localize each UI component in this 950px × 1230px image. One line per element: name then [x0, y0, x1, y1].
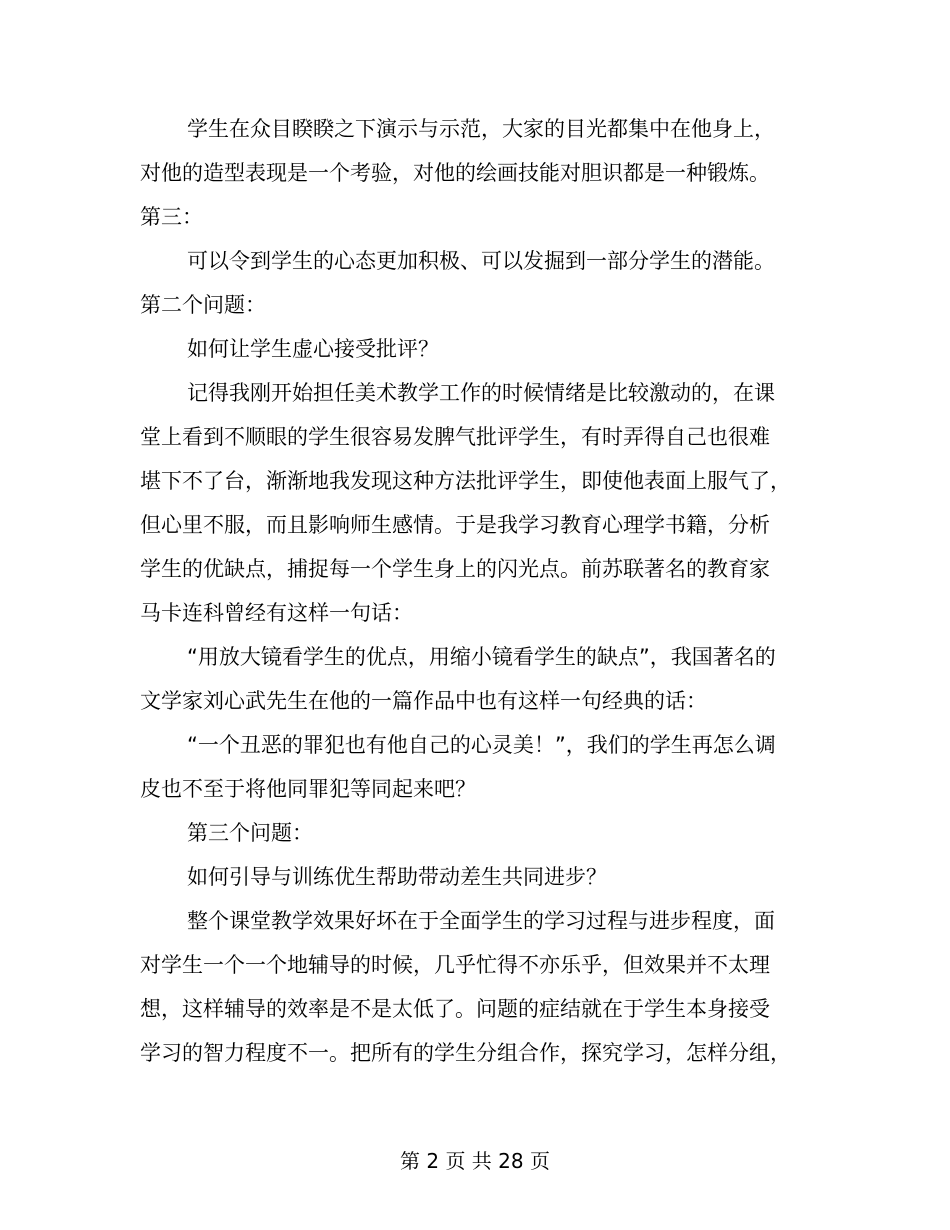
- paragraph-line: 整个课堂教学效果好坏在于全面学生的学习过程与进步程度，面: [187, 909, 775, 933]
- page-body: [140, 107, 812, 1075]
- quote-line: “一个丑恶的罪犯也有他自己的心灵美！”，我们的学生再怎么调: [187, 733, 776, 757]
- paragraph-line: 堪下不了台，渐渐地我发现这种方法批评学生，即使他表面上服气了，: [140, 469, 791, 493]
- paragraph-line: 但心里不服，而且影响师生感情。于是我学习教育心理学书籍，分析: [140, 513, 770, 537]
- paragraph-line: 对他的造型表现是一个考验，对他的绘画技能对胆识都是一种锻炼。: [140, 161, 770, 185]
- section-heading: 第三：: [140, 205, 203, 229]
- question-line: 如何让学生虚心接受批评？: [187, 337, 439, 361]
- paragraph-line: 皮也不至于将他同罪犯等同起来吧？: [140, 777, 476, 801]
- paragraph-line: 学生在众目睽睽之下演示与示范，大家的目光都集中在他身上，: [187, 117, 775, 141]
- paragraph-line: 记得我刚开始担任美术教学工作的时候情绪是比较激动的，在课: [187, 381, 775, 405]
- paragraph-line: 想，这样辅导的效率是不是太低了。问题的症结就在于学生本身接受: [140, 997, 770, 1021]
- paragraph-line: 学生的优缺点，捕捉每一个学生身上的闪光点。前苏联著名的教育家: [140, 557, 770, 581]
- paragraph-line: 学习的智力程度不一。把所有的学生分组合作，探究学习，怎样分组，: [140, 1041, 791, 1065]
- paragraph-line: 堂上看到不顺眼的学生很容易发脾气批评学生，有时弄得自己也很难: [140, 425, 770, 449]
- question-line: 如何引导与训练优生帮助带动差生共同进步？: [187, 865, 607, 889]
- page-number-footer: 第 2 页 共 28 页: [400, 1149, 550, 1173]
- paragraph-line: 马卡连科曾经有这样一句话：: [140, 601, 413, 625]
- paragraph-line: 可以令到学生的心态更加积极、可以发掘到一部分学生的潜能。: [187, 249, 775, 273]
- quote-line: “用放大镜看学生的优点，用缩小镜看学生的缺点”，我国著名的: [187, 645, 776, 669]
- paragraph-line: 文学家刘心武先生在他的一篇作品中也有这样一句经典的话：: [140, 689, 707, 713]
- paragraph-line: 对学生一个一个地辅导的时候，几乎忙得不亦乐乎，但效果并不太理: [140, 953, 770, 977]
- section-heading: 第三个问题：: [187, 821, 313, 845]
- section-heading: 第二个问题：: [140, 293, 266, 317]
